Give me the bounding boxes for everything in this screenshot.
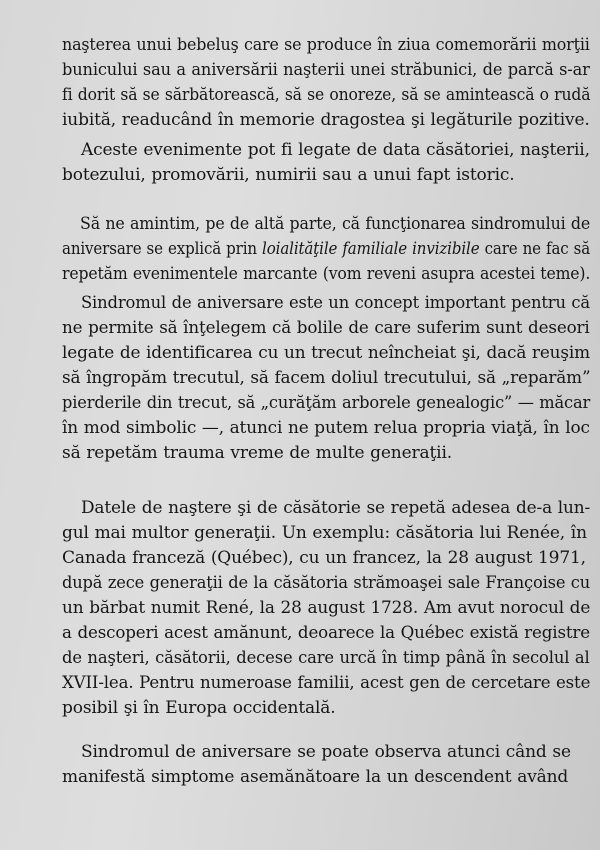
text-line: Sindromul de aniversare se poate observa atunci când se [81, 742, 571, 762]
text-line: legate de identificarea cu un trecut neîncheiat şi, dacă reuşim [62, 343, 591, 363]
text-line: XVII-lea. Pentru numeroase familii, acest gen de cercetare este [62, 673, 591, 693]
italic-emphasis: loialităţile familiale invizibile [262, 239, 480, 259]
text-line: să îngropăm trecutul, să facem doliul trecutului, să „reparăm” [62, 368, 591, 388]
text-line: după zece generaţii de la căsătoria strămoaşei sale Françoise cu [62, 573, 591, 593]
text-line: Aceste evenimente pot fi legate de data căsătoriei, naşterii, [81, 140, 590, 160]
text-line: manifestă simptome asemănătoare la un descendent având [62, 767, 569, 787]
text-line: în mod simbolic —, atunci ne putem relua propria viaţă, în loc [62, 418, 590, 438]
text-line: botezului, promovării, numirii sau a unui fapt istoric. [62, 165, 515, 185]
text-line: de naşteri, căsătorii, decese care urcă în timp până în secolul al [62, 648, 590, 668]
text-line: Canada franceză (Québec), cu un francez, la 28 august 1971, [62, 548, 586, 568]
text-line: a descoperi acest amănunt, deoarece la Québec există registre [62, 623, 590, 643]
text-line: ne permite să înţelegem că bolile de care suferim sunt deseori [62, 318, 590, 338]
text-line: bunicului sau a aniversării naşterii unei străbunici, de parcă s-ar [62, 60, 590, 80]
text-fragment: care ne fac să [484, 239, 591, 259]
text-line: iubită, readucând în memorie dragostea şi legăturile pozitive. [62, 110, 590, 130]
text-fragment: aniversare se explică prin [62, 239, 257, 259]
text-line: posibil şi în Europa occidentală. [62, 698, 336, 718]
text-line: gul mai multor generaţii. Un exemplu: căsătoria lui Renée, în [62, 523, 587, 543]
text-line: fi dorit să se sărbătorească, să se onoreze, să se amintească o rudă [62, 85, 591, 105]
text-line [62, 241, 590, 258]
text-line: să repetăm trauma vreme de multe generaţii. [62, 443, 452, 463]
text-line: pierderile din trecut, să „curăţăm arborele genealogic” — măcar [62, 393, 591, 413]
text-line: Sindromul de aniversare este un concept important pentru că [81, 293, 591, 313]
text-line: repetăm evenimentele marcante (vom reveni asupra acestei teme). [62, 264, 591, 284]
text-line: Să ne amintim, pe de altă parte, că funcţionarea sindromului de [80, 214, 591, 234]
text-line: un bărbat numit René, la 28 august 1728. Am avut norocul de [62, 598, 591, 618]
text-line: naşterea unui bebeluş care se produce în ziua comemorării morţii [62, 35, 590, 55]
text-line: Datele de naştere şi de căsătorie se repetă adesea de-a lun- [81, 498, 591, 518]
